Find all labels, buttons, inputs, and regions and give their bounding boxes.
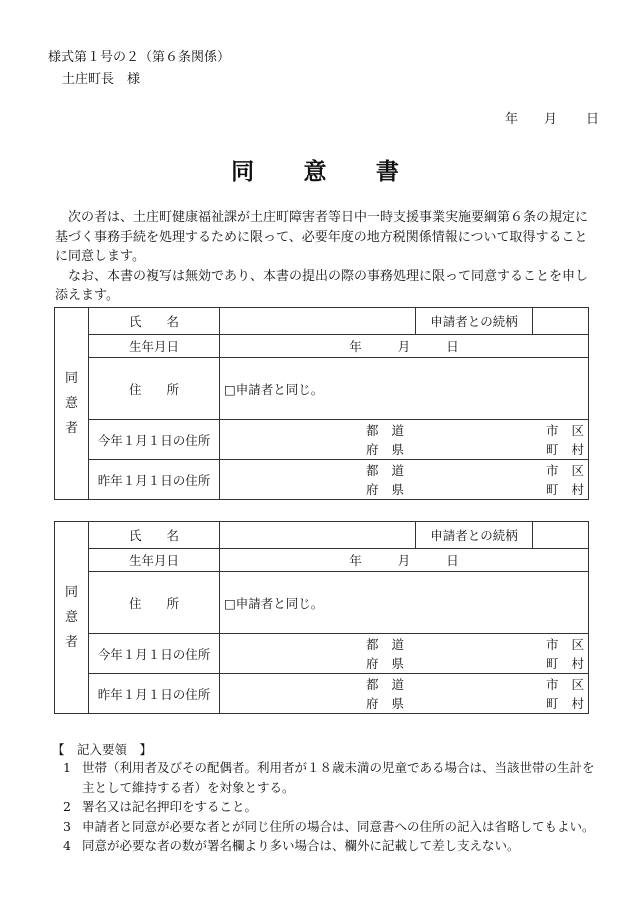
same-as-applicant-checkbox[interactable]: □申請者と同じ。 [224, 595, 324, 611]
dob-field[interactable]: 年 月 日 [220, 549, 589, 572]
address-this-year-label: 今年１月１日の住所 [89, 634, 220, 674]
same-as-applicant-checkbox[interactable]: □申請者と同じ。 [224, 381, 324, 397]
address-this-year-label: 今年１月１日の住所 [89, 420, 220, 460]
name-field[interactable] [220, 308, 416, 335]
address-last-year-label: 昨年１月１日の住所 [89, 674, 220, 714]
addressee: 土庄町長 様 [62, 72, 141, 87]
form-number: 様式第１号の２（第６条関係） [48, 50, 231, 65]
note-item: 1 世帯（利用者及びその配偶者。利用者が１８歳未満の児童である場合は、当該世帯の生計を主として維持する者）を対象とする。 [63, 760, 595, 795]
consent-paragraph-2: なお、本書の複写は無効であり、本書の提出の際の事務処理に限って同意することを申し添えます。 [55, 268, 589, 303]
date-year-label: 年 [505, 112, 519, 127]
address-last-year-field[interactable]: 都 道 市 区 府 県 町 村 [220, 460, 589, 500]
document-title: 同 意 書 [231, 158, 420, 185]
consenter-side-label: 同 意 者 [55, 522, 89, 714]
consent-person-table-2 [54, 521, 589, 714]
note-item: 4 同意が必要な者の数が署名欄より多い場合は、欄外に記載して差し支えない。 [63, 838, 520, 853]
date-day-label: 日 [586, 112, 600, 127]
note-item: 3 申請者と同意が必要な者とが同じ住所の場合は、同意書への住所の記入は省略してもよい。 [63, 818, 595, 834]
address-last-year-label: 昨年１月１日の住所 [89, 460, 220, 500]
address-label: 住 所 [89, 358, 220, 420]
consenter-side-label: 同 意 者 [55, 308, 89, 500]
date-month-label: 月 [544, 112, 558, 127]
name-label: 氏 名 [89, 522, 220, 549]
name-field[interactable] [220, 522, 416, 549]
dob-label: 生年月日 [89, 549, 220, 572]
dob-label: 生年月日 [89, 335, 220, 358]
consent-person-table-1 [54, 307, 589, 500]
relation-field[interactable] [533, 308, 589, 335]
address-last-year-field[interactable]: 都 道 市 区 府 県 町 村 [220, 674, 589, 714]
relation-label: 申請者との続柄 [416, 522, 533, 549]
address-this-year-field[interactable]: 都 道 市 区 府 県 町 村 [220, 420, 589, 460]
note-item: 2 署名又は記名押印をすること。 [63, 799, 258, 814]
address-field[interactable] [220, 572, 589, 634]
relation-label: 申請者との続柄 [416, 308, 533, 335]
notes-title: 【 記入要領 】 [52, 742, 153, 757]
consent-paragraph-1: 次の者は、土庄町健康福祉課が土庄町障害者等日中一時支援事業実施要綱第６条の規定に基づく事務手続を処理するために限って、必要年度の地方税関係情報について取得することに同意します。 [55, 210, 589, 264]
name-label: 氏 名 [89, 308, 220, 335]
address-this-year-field[interactable]: 都 道 市 区 府 県 町 村 [220, 634, 589, 674]
relation-field[interactable] [533, 522, 589, 549]
address-field[interactable] [220, 358, 589, 420]
dob-field[interactable]: 年 月 日 [220, 335, 589, 358]
notes-list [52, 758, 602, 856]
address-label: 住 所 [89, 572, 220, 634]
consent-statement [55, 208, 595, 306]
